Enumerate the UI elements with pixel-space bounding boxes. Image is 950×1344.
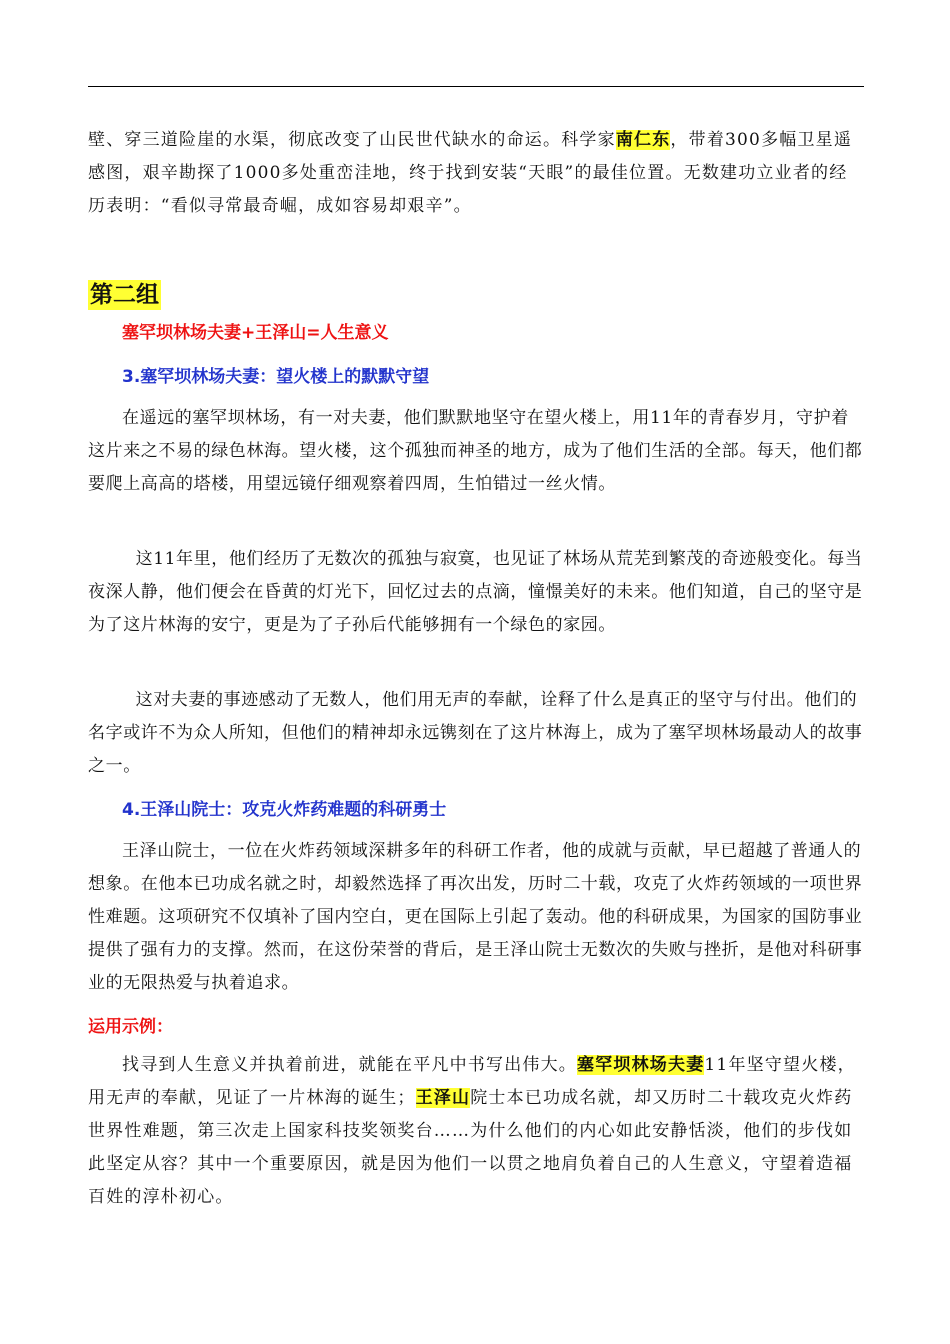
example-part2: 11年坚守望火楼，用无声的奉献，见证了一片林海的诞生； — [88, 1055, 856, 1108]
highlight-wangzeshan: 王泽山 — [415, 1088, 471, 1108]
section3-paragraph-3 — [88, 684, 864, 783]
example-part3: 院士本已功成名就，却又历时二十载攻克火炸药世界性难题，第三次走上国家科技奖领奖台……为什么他们的内心如此安静恬淡，他们的步伐如此坚定从容？其中一个重要原因，就是因为他们一以贯之地肩负着自己的人生意义，守望着造福百姓的淳朴初心。 — [88, 1088, 853, 1207]
top-paragraph-part2: ，带着300多幅卫星遥感图，艰辛勘探了1000多处重峦洼地，终于找到安装“天眼”的最佳位置。无数建功立业者的经历表明：“看似寻常最奇崛，成如容易却艰辛”。 — [88, 130, 853, 216]
highlight-saihanba-couple: 塞罕坝林场夫妻 — [577, 1055, 705, 1075]
highlight-nanrendong: 南仁东 — [615, 130, 671, 150]
example-label: 运用示例： — [88, 1017, 173, 1037]
section4-heading: 4.王泽山院士：攻克火炸药难题的科研勇士 — [122, 800, 447, 820]
section3-heading: 3.塞罕坝林场夫妻：望火楼上的默默守望 — [122, 367, 430, 387]
section3-paragraph-2 — [88, 543, 864, 642]
header-rule — [88, 86, 864, 87]
group-title: 第二组 — [90, 282, 159, 308]
section3-text-2: 这11年里，他们经历了无数次的孤独与寂寞，也见证了林场从荒芜到繁茂的奇迹般变化。每当夜深人静，他们便会在昏黄的灯光下，回忆过去的点滴，憧憬美好的未来。他们知道，自己的坚守是为了这片林海的安宁，更是为了子孙后代能够拥有一个绿色的家园。 — [88, 549, 863, 635]
group-subtitle: 塞罕坝林场夫妻+王泽山=人生意义 — [122, 323, 389, 343]
example-part1: 找寻到人生意义并执着前进，就能在平凡中书写出伟大。 — [122, 1055, 577, 1075]
section3-text-1: 在遥远的塞罕坝林场，有一对夫妻，他们默默地坚守在望火楼上，用11年的青春岁月，守护着这片来之不易的绿色林海。望火楼，这个孤独而神圣的地方，成为了他们生活的全部。每天，他们都要爬上高高的塔楼，用望远镜仔细观察着四周，生怕错过一丝火情。 — [88, 408, 863, 494]
section4-paragraph — [88, 835, 864, 1000]
section4-text: 王泽山院士，一位在火炸药领域深耕多年的科研工作者，他的成就与贡献，早已超越了普通人的想象。在他本已功成名就之时，却毅然选择了再次出发，历时二十载，攻克了火炸药领域的一项世界性难题。这项研究不仅填补了国内空白，更在国际上引起了轰动。他的科研成果，为国家的国防事业提供了强有力的支撑。然而，在这份荣誉的背后，是王泽山院士无数次的失败与挫折，是他对科研事业的无限热爱与执着追求。 — [88, 841, 863, 993]
example-paragraph — [88, 1049, 864, 1214]
top-paragraph-part1: 壁、穿三道险崖的水渠，彻底改变了山民世代缺水的命运。科学家 — [88, 130, 616, 150]
section3-paragraph-1 — [88, 402, 864, 501]
section3-text-3: 这对夫妻的事迹感动了无数人，他们用无声的奉献，诠释了什么是真正的坚守与付出。他们的名字或许不为众人所知，但他们的精神却永远镌刻在了这片林海上，成为了塞罕坝林场最动人的故事之一。 — [88, 690, 863, 776]
top-paragraph — [88, 124, 864, 223]
